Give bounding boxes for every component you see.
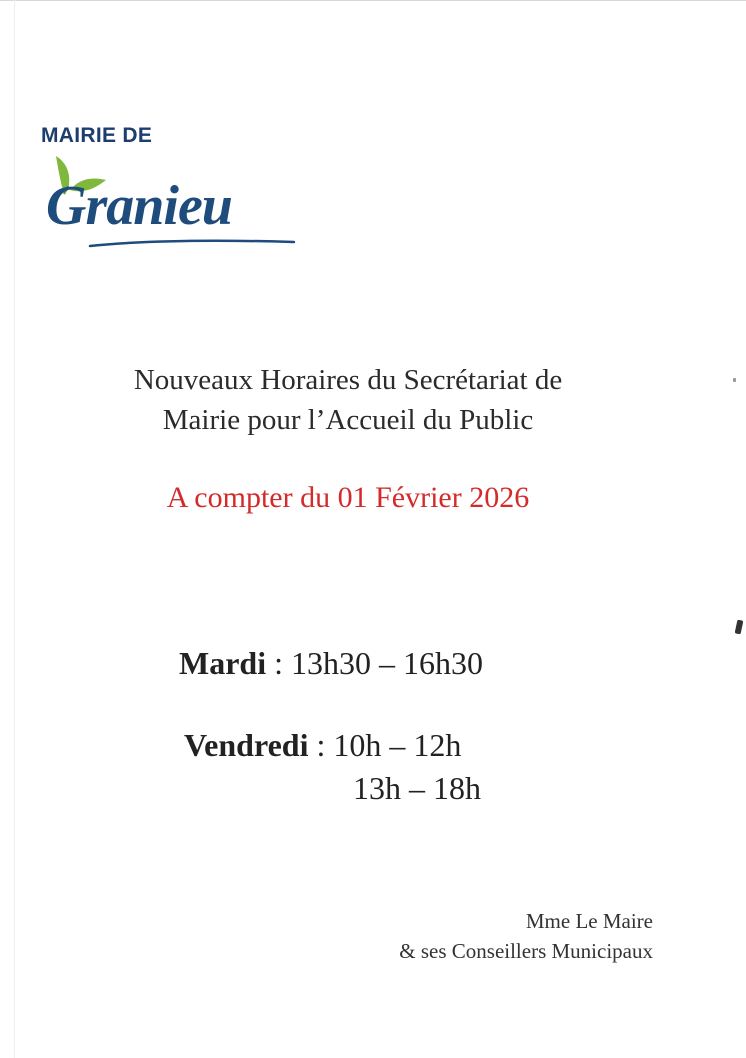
notice-title-line: Mairie pour l’Accueil du Public <box>162 404 534 436</box>
signature-line: & ses Conseillers Municipaux <box>399 939 653 963</box>
logo-prefix: MAIRIE DE <box>41 124 153 147</box>
scan-edge <box>0 0 746 1</box>
scan-artifact <box>733 378 736 382</box>
time-slot: 13h30 – 16h30 <box>290 645 483 681</box>
time-slot: 10h – 12h <box>333 727 462 763</box>
effective-date: A compter du 01 Février 2026 <box>166 481 530 514</box>
separator: : <box>308 727 334 763</box>
schedule-row-vendredi <box>184 727 461 764</box>
signature-block <box>399 906 653 966</box>
scan-edge <box>14 0 15 1058</box>
scan-artifact <box>735 620 744 635</box>
signature-line: Mme Le Maire <box>525 909 653 933</box>
time-slot: 13h – 18h <box>353 770 481 806</box>
day-label: Mardi <box>179 645 267 681</box>
schedule-row-mardi <box>179 645 483 682</box>
logo-underline <box>88 236 298 250</box>
schedule-row-vendredi-afternoon <box>353 770 481 807</box>
notice-title <box>0 360 696 440</box>
day-label: Vendredi <box>184 727 309 763</box>
logo-wordmark: Granieu <box>46 175 232 237</box>
notice-title-line: Nouveaux Horaires du Secrétariat de <box>133 364 563 396</box>
separator: : <box>266 645 291 681</box>
